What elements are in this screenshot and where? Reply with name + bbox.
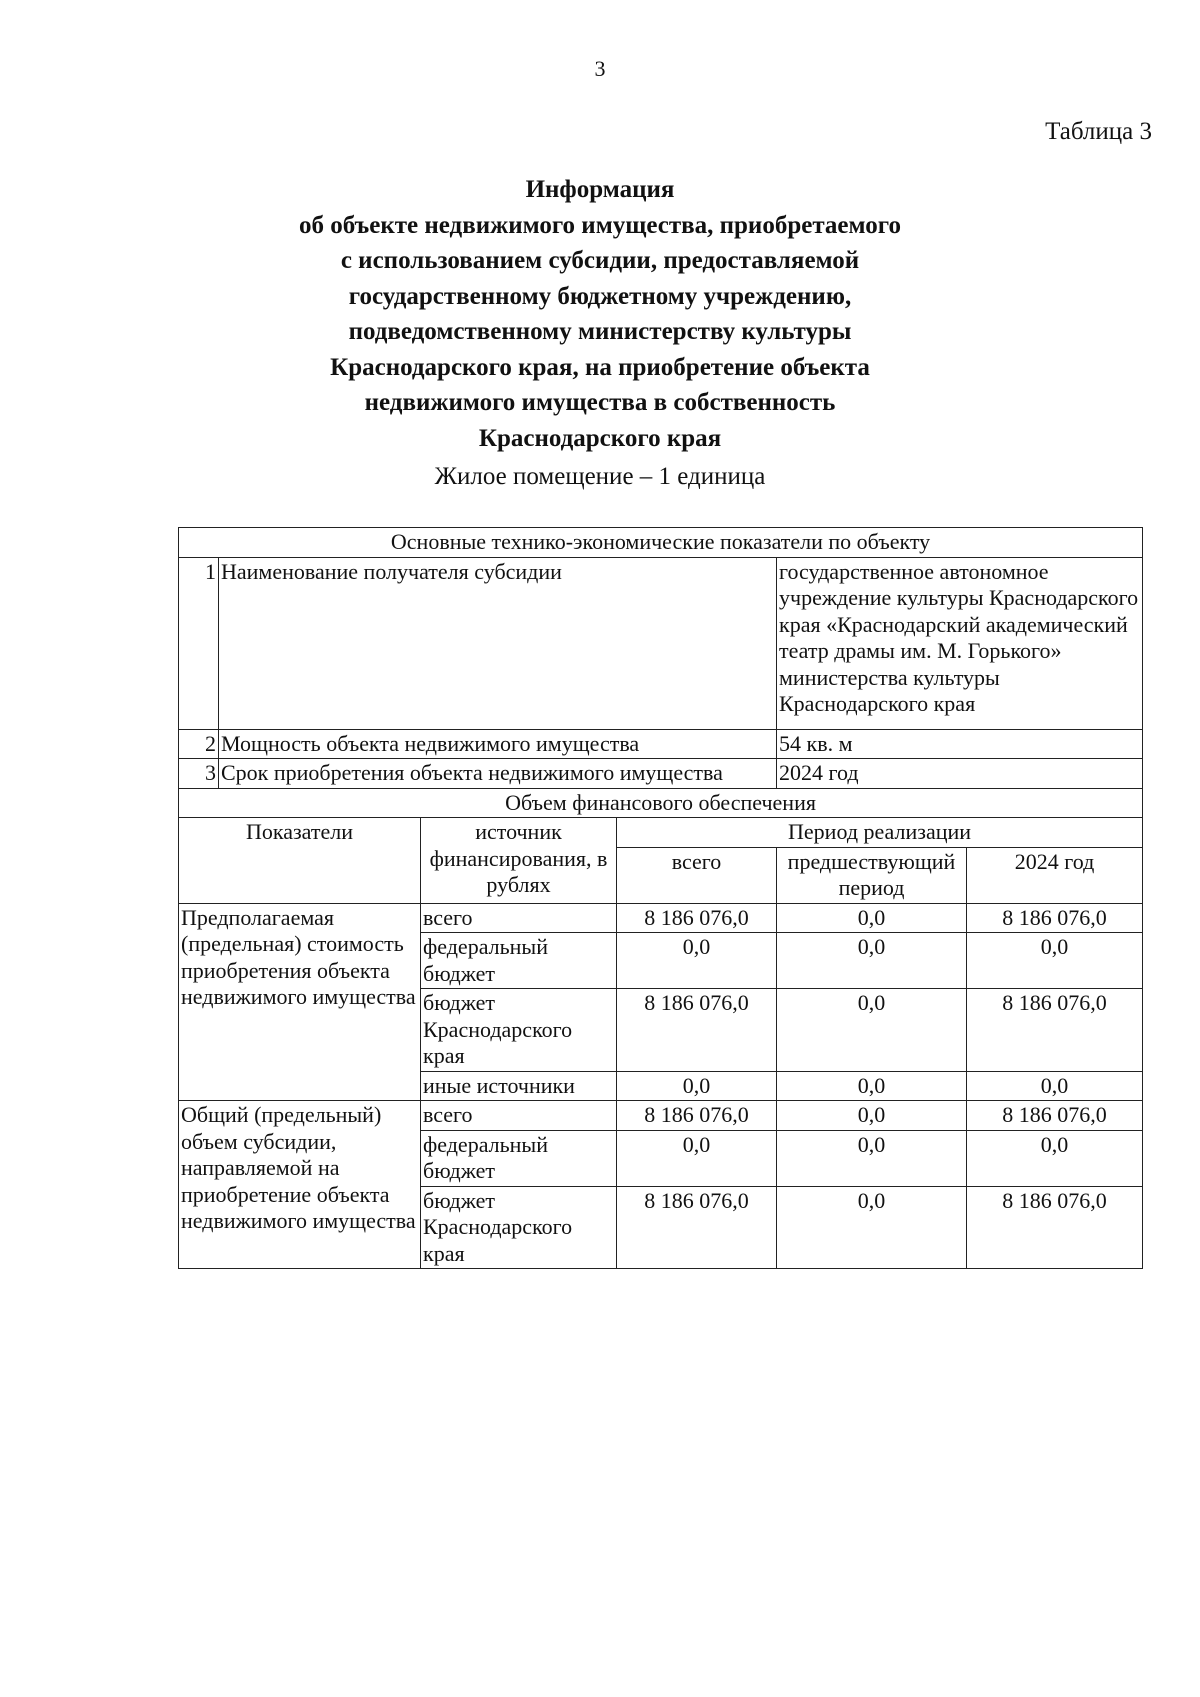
heading-line: с использованием субсидии, предоставляемой [340, 247, 860, 274]
table-row [179, 528, 1143, 558]
value-previous: 0,0 [777, 1130, 967, 1186]
row-value: государственное автономное учреждение культуры Краснодарского края «Краснодарский академический театр драмы им. М. Горького» министерства культуры Краснодарского края [777, 557, 1143, 729]
value-total: 8 186 076,0 [617, 1101, 777, 1131]
row-number: 3 [179, 759, 219, 789]
table-row [179, 759, 1143, 789]
table-row [179, 788, 1143, 818]
value-previous: 0,0 [777, 989, 967, 1072]
heading-line: Краснодарского края, на приобретение объекта [330, 353, 870, 381]
info-table [178, 527, 1143, 1269]
value-year: 0,0 [967, 1130, 1143, 1186]
source-cell: иные источники [421, 1071, 617, 1101]
value-total: 8 186 076,0 [617, 989, 777, 1072]
value-total: 0,0 [617, 1071, 777, 1101]
row-label: Наименование получателя субсидии [219, 557, 777, 729]
source-cell: бюджет Краснодарского края [421, 1186, 617, 1269]
source-cell: всего [421, 1101, 617, 1131]
heading-line: Информация [525, 176, 675, 203]
section-title-financing: Объем финансового обеспечения [179, 788, 1143, 818]
value-year: 8 186 076,0 [967, 903, 1143, 933]
page-number: 3 [594, 56, 606, 81]
row-number: 2 [179, 729, 219, 759]
header-year: 2024 год [967, 847, 1143, 903]
value-previous: 0,0 [777, 1101, 967, 1131]
source-cell: федеральный бюджет [421, 933, 617, 989]
value-total: 8 186 076,0 [617, 903, 777, 933]
source-cell: федеральный бюджет [421, 1130, 617, 1186]
table-row [179, 557, 1143, 729]
group-label: Общий (предельный) объем субсидии, направляемой на приобретение объекта недвижимого имущества [179, 1101, 421, 1269]
section-title-indicators: Основные технико-экономические показатели по объекту [179, 528, 1143, 558]
document-heading [0, 172, 1200, 456]
value-total: 0,0 [617, 1130, 777, 1186]
row-number: 1 [179, 557, 219, 729]
value-year: 8 186 076,0 [967, 989, 1143, 1072]
row-label: Срок приобретения объекта недвижимого имущества [219, 759, 777, 789]
heading-line: об объекте недвижимого имущества, приобретаемого [299, 211, 901, 239]
heading-line: подведомственному министерству культуры [348, 318, 852, 345]
row-value: 54 кв. м [777, 729, 1143, 759]
value-previous: 0,0 [777, 1186, 967, 1269]
source-cell: бюджет Краснодарского края [421, 989, 617, 1072]
value-year: 8 186 076,0 [967, 1101, 1143, 1131]
object-subheading: Жилое помещение – 1 единица [434, 463, 766, 490]
value-year: 0,0 [967, 933, 1143, 989]
value-year: 8 186 076,0 [967, 1186, 1143, 1269]
header-source: источник финансирования, в рублях [421, 818, 617, 904]
value-previous: 0,0 [777, 933, 967, 989]
header-indicators: Показатели [179, 818, 421, 904]
heading-line: недвижимого имущества в собственность [364, 389, 836, 416]
row-label: Мощность объекта недвижимого имущества [219, 729, 777, 759]
header-period: Период реализации [617, 818, 1143, 848]
heading-line: Краснодарского края [478, 424, 722, 452]
header-previous: предшествующий период [777, 847, 967, 903]
value-year: 0,0 [967, 1071, 1143, 1101]
value-previous: 0,0 [777, 1071, 967, 1101]
row-value: 2024 год [777, 759, 1143, 789]
table-row [179, 729, 1143, 759]
value-previous: 0,0 [777, 903, 967, 933]
table-label: Таблица 3 [1045, 118, 1152, 145]
table-header-row [179, 818, 1143, 848]
heading-line: государственному бюджетному учреждению, [348, 282, 852, 310]
table-row [179, 1101, 1143, 1131]
source-cell: всего [421, 903, 617, 933]
header-total: всего [617, 847, 777, 903]
value-total: 0,0 [617, 933, 777, 989]
table-row [179, 903, 1143, 933]
value-total: 8 186 076,0 [617, 1186, 777, 1269]
group-label: Предполагаемая (предельная) стоимость приобретения объекта недвижимого имущества [179, 903, 421, 1101]
